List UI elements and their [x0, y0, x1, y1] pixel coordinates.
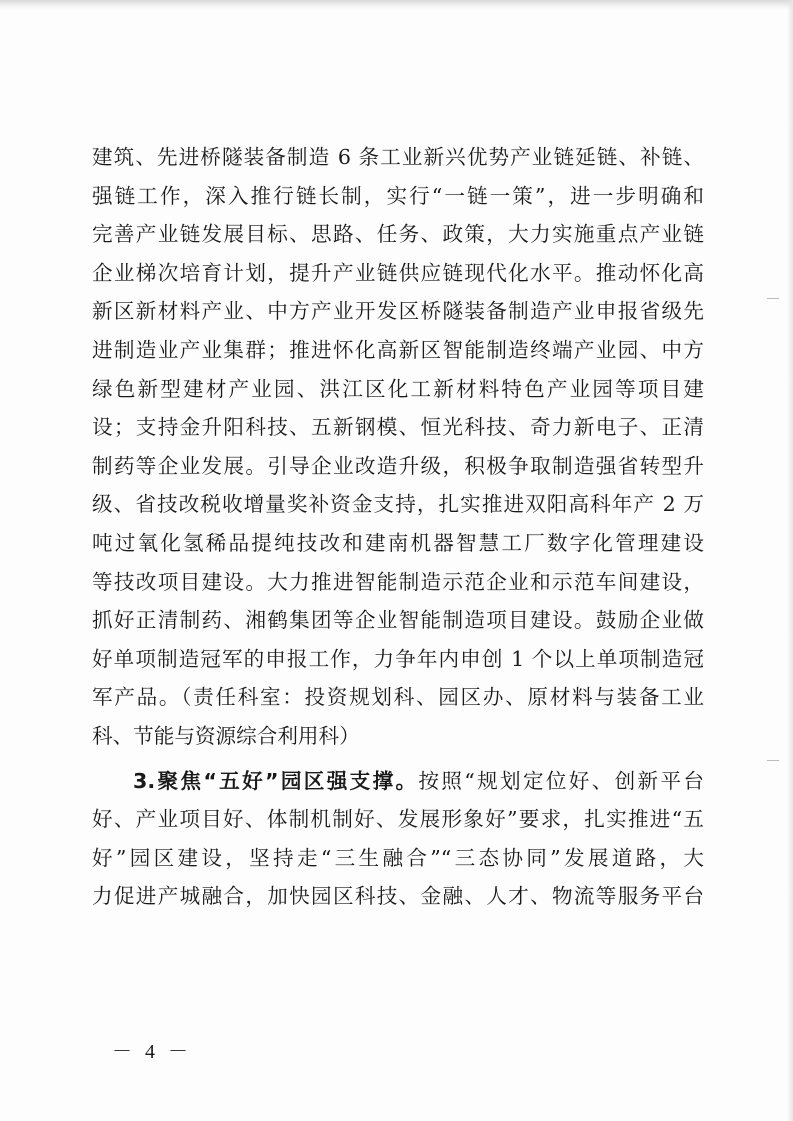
- text-line: 强链工作，深入推行链长制，实行“一链一策”，进一步明确和: [92, 183, 704, 208]
- text-line: 制药等企业发展。引导企业改造升级，积极争取制造强省转型升: [92, 453, 704, 478]
- page-number: － 4 －: [112, 1041, 192, 1063]
- scan-right-edge: [787, 0, 793, 1121]
- text-line: 进制造业产业集群；推进怀化高新区智能制造终端产业园、中方: [92, 337, 704, 362]
- text-line: 新区新材料产业、中方产业开发区桥隧装备制造产业申报省级先: [92, 299, 704, 324]
- text-line: 绿色新型建材产业园、洪江区化工新材料特色产业园等项目建: [92, 376, 704, 401]
- text-line: 企业梯次培育计划，提升产业链供应链现代化水平。推动怀化高: [92, 260, 704, 285]
- section-heading: 3.聚焦“五好”园区强支撑。: [133, 768, 419, 793]
- text-line: 抓好正清制药、湘鹤集团等企业智能制造项目建设。鼓励企业做: [92, 608, 704, 633]
- text-line: 完善产业链发展目标、思路、任务、政策，大力实施重点产业链: [92, 222, 704, 247]
- scan-top-edge: [0, 0, 793, 10]
- text-line: 设；支持金升阳科技、五新钢模、恒光科技、奇力新电子、正清: [92, 415, 704, 440]
- text-line: 建筑、先进桥隧装备制造 6 条工业新兴优势产业链延链、补链、: [92, 145, 704, 169]
- text-line: 好、产业项目好、体制机制好、发展形象好”要求，扎实推进“五: [92, 807, 704, 832]
- margin-tick-mark: [767, 298, 779, 299]
- paragraph-industry-chain: [92, 138, 704, 756]
- paragraph-five-good-parks: [92, 762, 704, 916]
- text-line: [92, 762, 704, 801]
- text-line: 力促进产城融合，加快园区科技、金融、人才、物流等服务平台: [92, 884, 704, 909]
- text-line: 等技改项目建设。大力推进智能制造示范企业和示范车间建设，: [92, 569, 704, 594]
- section-heading-rest: 按照“规划定位好、创新平台: [418, 768, 704, 793]
- text-line: 吨过氧化氢稀品提纯技改和建南机器智慧工厂数字化管理建设: [92, 530, 704, 555]
- text-line: 好单项制造冠军的申报工作，力争年内申创 1 个以上单项制造冠: [92, 646, 704, 671]
- text-line: 科、节能与资源综合利用科）: [92, 723, 360, 748]
- text-line: 军产品。（责任科室：投资规划科、园区办、原材料与装备工业: [92, 685, 704, 710]
- margin-tick-mark: [767, 760, 779, 761]
- text-line: 好”园区建设，坚持走“三生融合”“三态协同”发展道路，大: [92, 845, 704, 870]
- text-line: 级、省技改税收增量奖补资金支持，扎实推进双阳高科年产 2 万: [92, 492, 704, 517]
- body-text: [92, 138, 704, 916]
